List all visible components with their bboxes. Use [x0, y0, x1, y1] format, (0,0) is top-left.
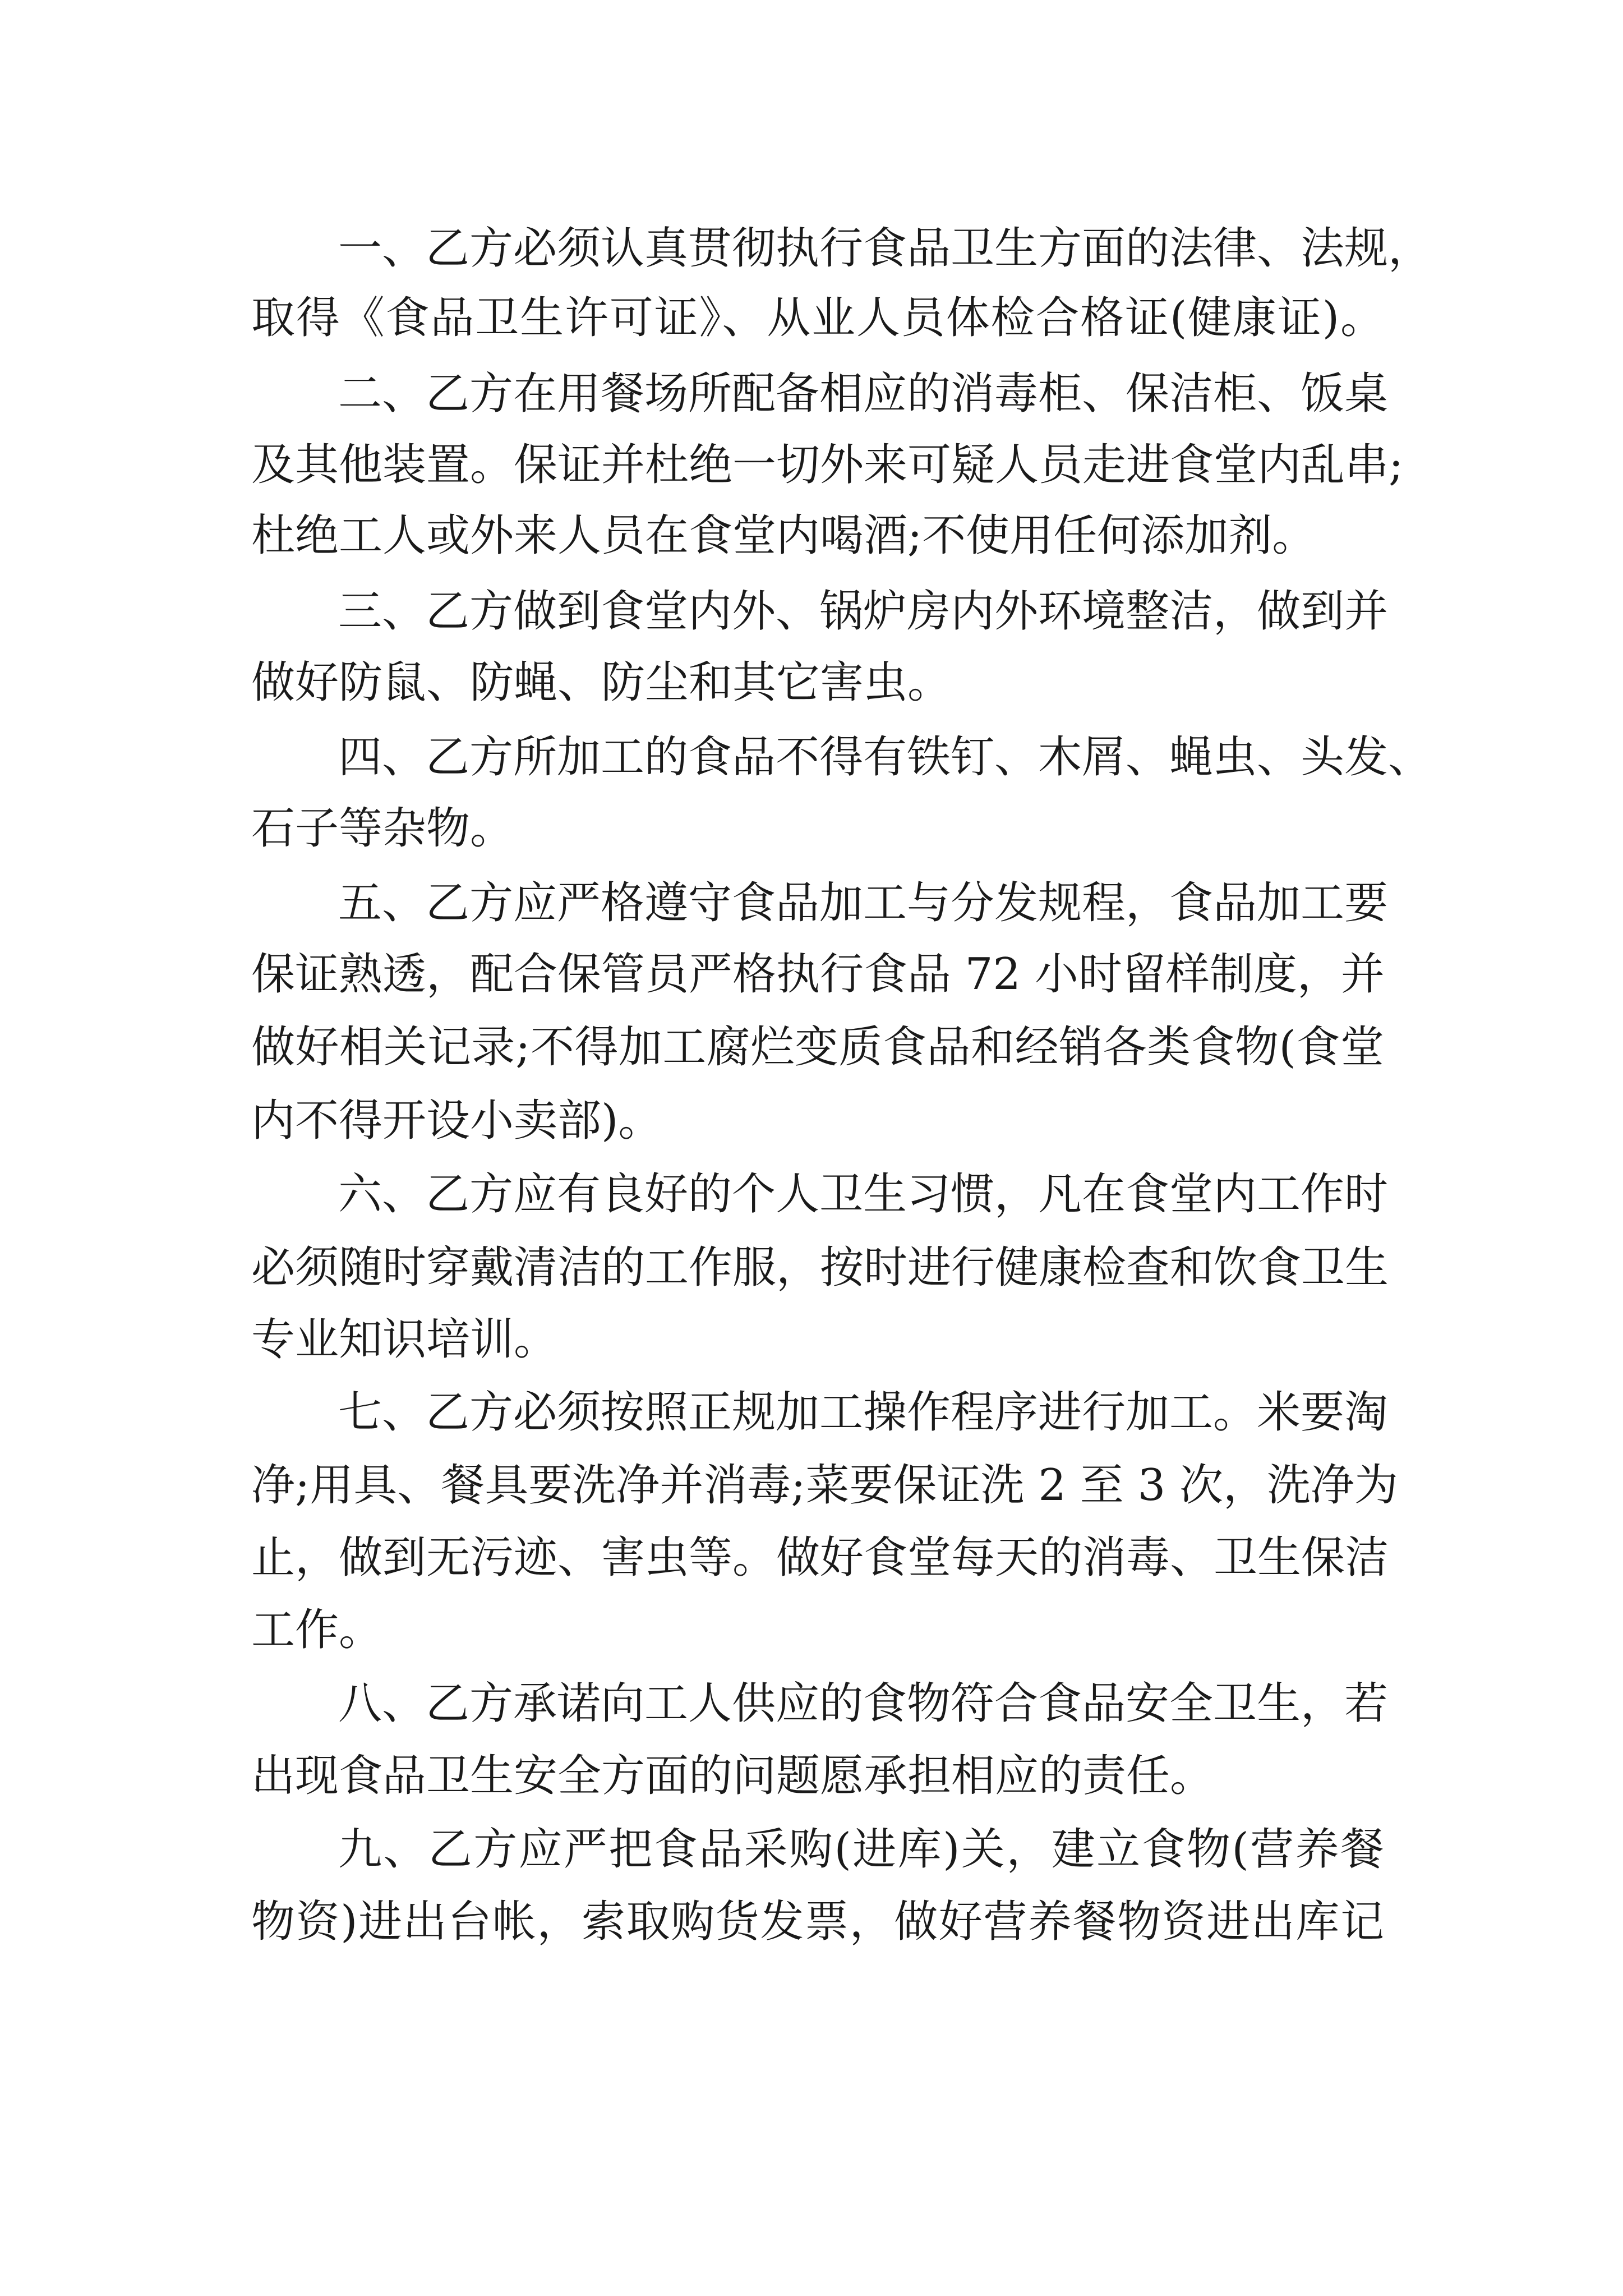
text-line: 取得《食品卫生许可证》、从业人员体检合格证(健康证)。: [251, 293, 1384, 343]
text-line: 出现食品卫生安全方面的问题愿承担相应的责任。: [251, 1751, 1214, 1801]
text-line: 三、乙方做到食堂内外、锅炉房内外环境整洁，做到并: [338, 586, 1389, 637]
text-line: 九、乙方应严把食品采购(进库)关，建立食物(营养餐: [338, 1824, 1384, 1875]
text-line: 一、乙方必须认真贯彻执行食品卫生方面的法律、法规，: [338, 223, 1432, 274]
text-line: 内不得开设小卖部)。: [251, 1096, 662, 1146]
text-line: 五、乙方应严格遵守食品加工与分发规程，食品加工要: [338, 878, 1389, 928]
text-line: 做好防鼠、防蝇、防尘和其它害虫。: [251, 657, 952, 708]
text-line: 止，做到无污迹、害虫等。做好食堂每天的消毒、卫生保洁: [251, 1533, 1389, 1583]
text-line: 六、乙方应有良好的个人卫生习惯，凡在食堂内工作时: [338, 1169, 1389, 1220]
text-line: 石子等杂物。: [251, 803, 514, 854]
text-line: 物资)进出台帐，索取购货发票，做好营养餐物资进出库记: [251, 1897, 1384, 1947]
text-line: 工作。: [251, 1605, 383, 1655]
text-line: 保证熟透，配合保管员严格执行食品 72 小时留样制度，并: [251, 949, 1385, 1000]
text-line: 必须随时穿戴清洁的工作服，按时进行健康检查和饮食卫生: [251, 1243, 1389, 1293]
text-line: 二、乙方在用餐场所配备相应的消毒柜、保洁柜、饭桌: [338, 369, 1389, 419]
text-line: 做好相关记录;不得加工腐烂变质食品和经销各类食物(食堂: [251, 1022, 1384, 1073]
text-line: 及其他装置。保证并杜绝一切外来可疑人员走进食堂内乱串;: [251, 440, 1404, 490]
text-line: 四、乙方所加工的食品不得有铁钉、木屑、蝇虫、头发、: [338, 732, 1432, 783]
text-line: 八、乙方承诺向工人供应的食物符合食品安全卫生，若: [338, 1678, 1389, 1729]
text-line: 杜绝工人或外来人员在食堂内喝酒;不使用任何添加剂。: [251, 510, 1316, 561]
text-line: 净;用具、餐具要洗净并消毒;菜要保证洗 2 至 3 次，洗净为: [251, 1460, 1398, 1511]
text-line: 专业知识培训。: [251, 1314, 558, 1365]
text-line: 七、乙方必须按照正规加工操作程序进行加工。米要淘: [338, 1387, 1389, 1438]
